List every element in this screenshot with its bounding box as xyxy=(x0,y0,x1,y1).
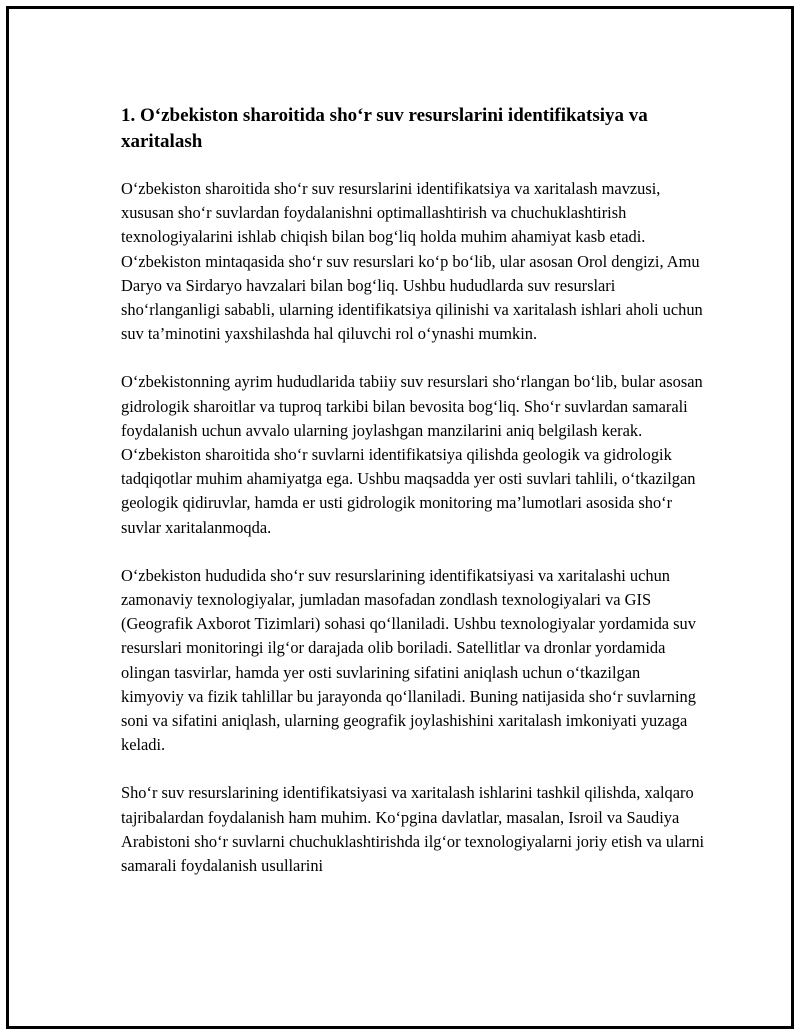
paragraph-3: O‘zbekiston hududida sho‘r suv resurslarining identifikatsiyasi va xaritalashi uchun zamonaviy texnologiyalar, jumladan masofadan zondlash texnologiyalari va GIS (Geografik Axborot Tizimlari) sohasi qo‘llaniladi. Ushbu texnologiyalar yordamida suv resurslari monitoringi ilg‘or darajada olib boriladi. Satellitlar va dronlar yordamida olingan tasvirlar, hamda yer osti suvlarining sifatini aniqlash uchun o‘tkazilgan kimyoviy va fizik tahlillar bu jarayonda qo‘llaniladi. Buning natijasida sho‘r suvlarning soni va sifatini aniqlash, ularning geografik joylashishini xaritalash imkoniyati yuzaga keladi. xyxy=(121,565,696,755)
paragraph-1: O‘zbekiston sharoitida sho‘r suv resurslarini identifikatsiya va xaritalash mavzusi, xususan sho‘r suvlardan foydalanishni optimallashtirish va chuchuklashtirish texnologiyalarini ishlab chiqish bilan bog‘liq holda muhim ahamiyat kasb etadi. O‘zbekiston mintaqasida sho‘r suv resurslari ko‘p bo‘lib, ular asosan Orol dengizi, Amu Daryo va Sirdaryo havzalari bilan bog‘liq. Ushbu hududlarda suv resurslari sho‘rlanganligi sababli, ularning identifikatsiya qilinishi va xaritalash ishlari aholi uchun suv ta’minotini yaxshilashda hal qiluvchi rol o‘ynashi mumkin. xyxy=(121,179,703,344)
page-frame xyxy=(6,6,794,1029)
document-body xyxy=(121,103,706,902)
section-heading: 1. O‘zbekiston sharoitida sho‘r suv resurslarini identifikatsiya va xaritalash xyxy=(121,105,648,152)
paragraph-2: O‘zbekistonning ayrim hududlarida tabiiy suv resurslari sho‘rlangan bo‘lib, bular asosan gidrologik sharoitlar va tuproq tarkibi bilan bevosita bog‘liq. Sho‘r suvlardan samarali foydalanish uchun avvalo ularning joylashgan manzilarini aniq belgilash kerak. O‘zbekiston sharoitida sho‘r suvlarni identifikatsiya qilishda geologik va gidrologik tadqiqotlar muhim ahamiyatga ega. Ushbu maqsadda yer osti suvlari tahlili, o‘tkazilgan geologik qidiruvlar, hamda er usti gidrologik monitoring ma’lumotlari asosida sho‘r suvlar xaritalanmoqda. xyxy=(121,372,703,537)
paragraph-4: Sho‘r suv resurslarining identifikatsiyasi va xaritalash ishlarini tashkil qilishda, xalqaro tajribalardan foydalanish ham muhim. Ko‘pgina davlatlar, masalan, Isroil va Saudiya Arabistoni sho‘r suvlarni chuchuklashtirishda ilg‘or texnologiyalarni joriy etish va ularni samarali foydalanish usullarini xyxy=(121,783,705,876)
